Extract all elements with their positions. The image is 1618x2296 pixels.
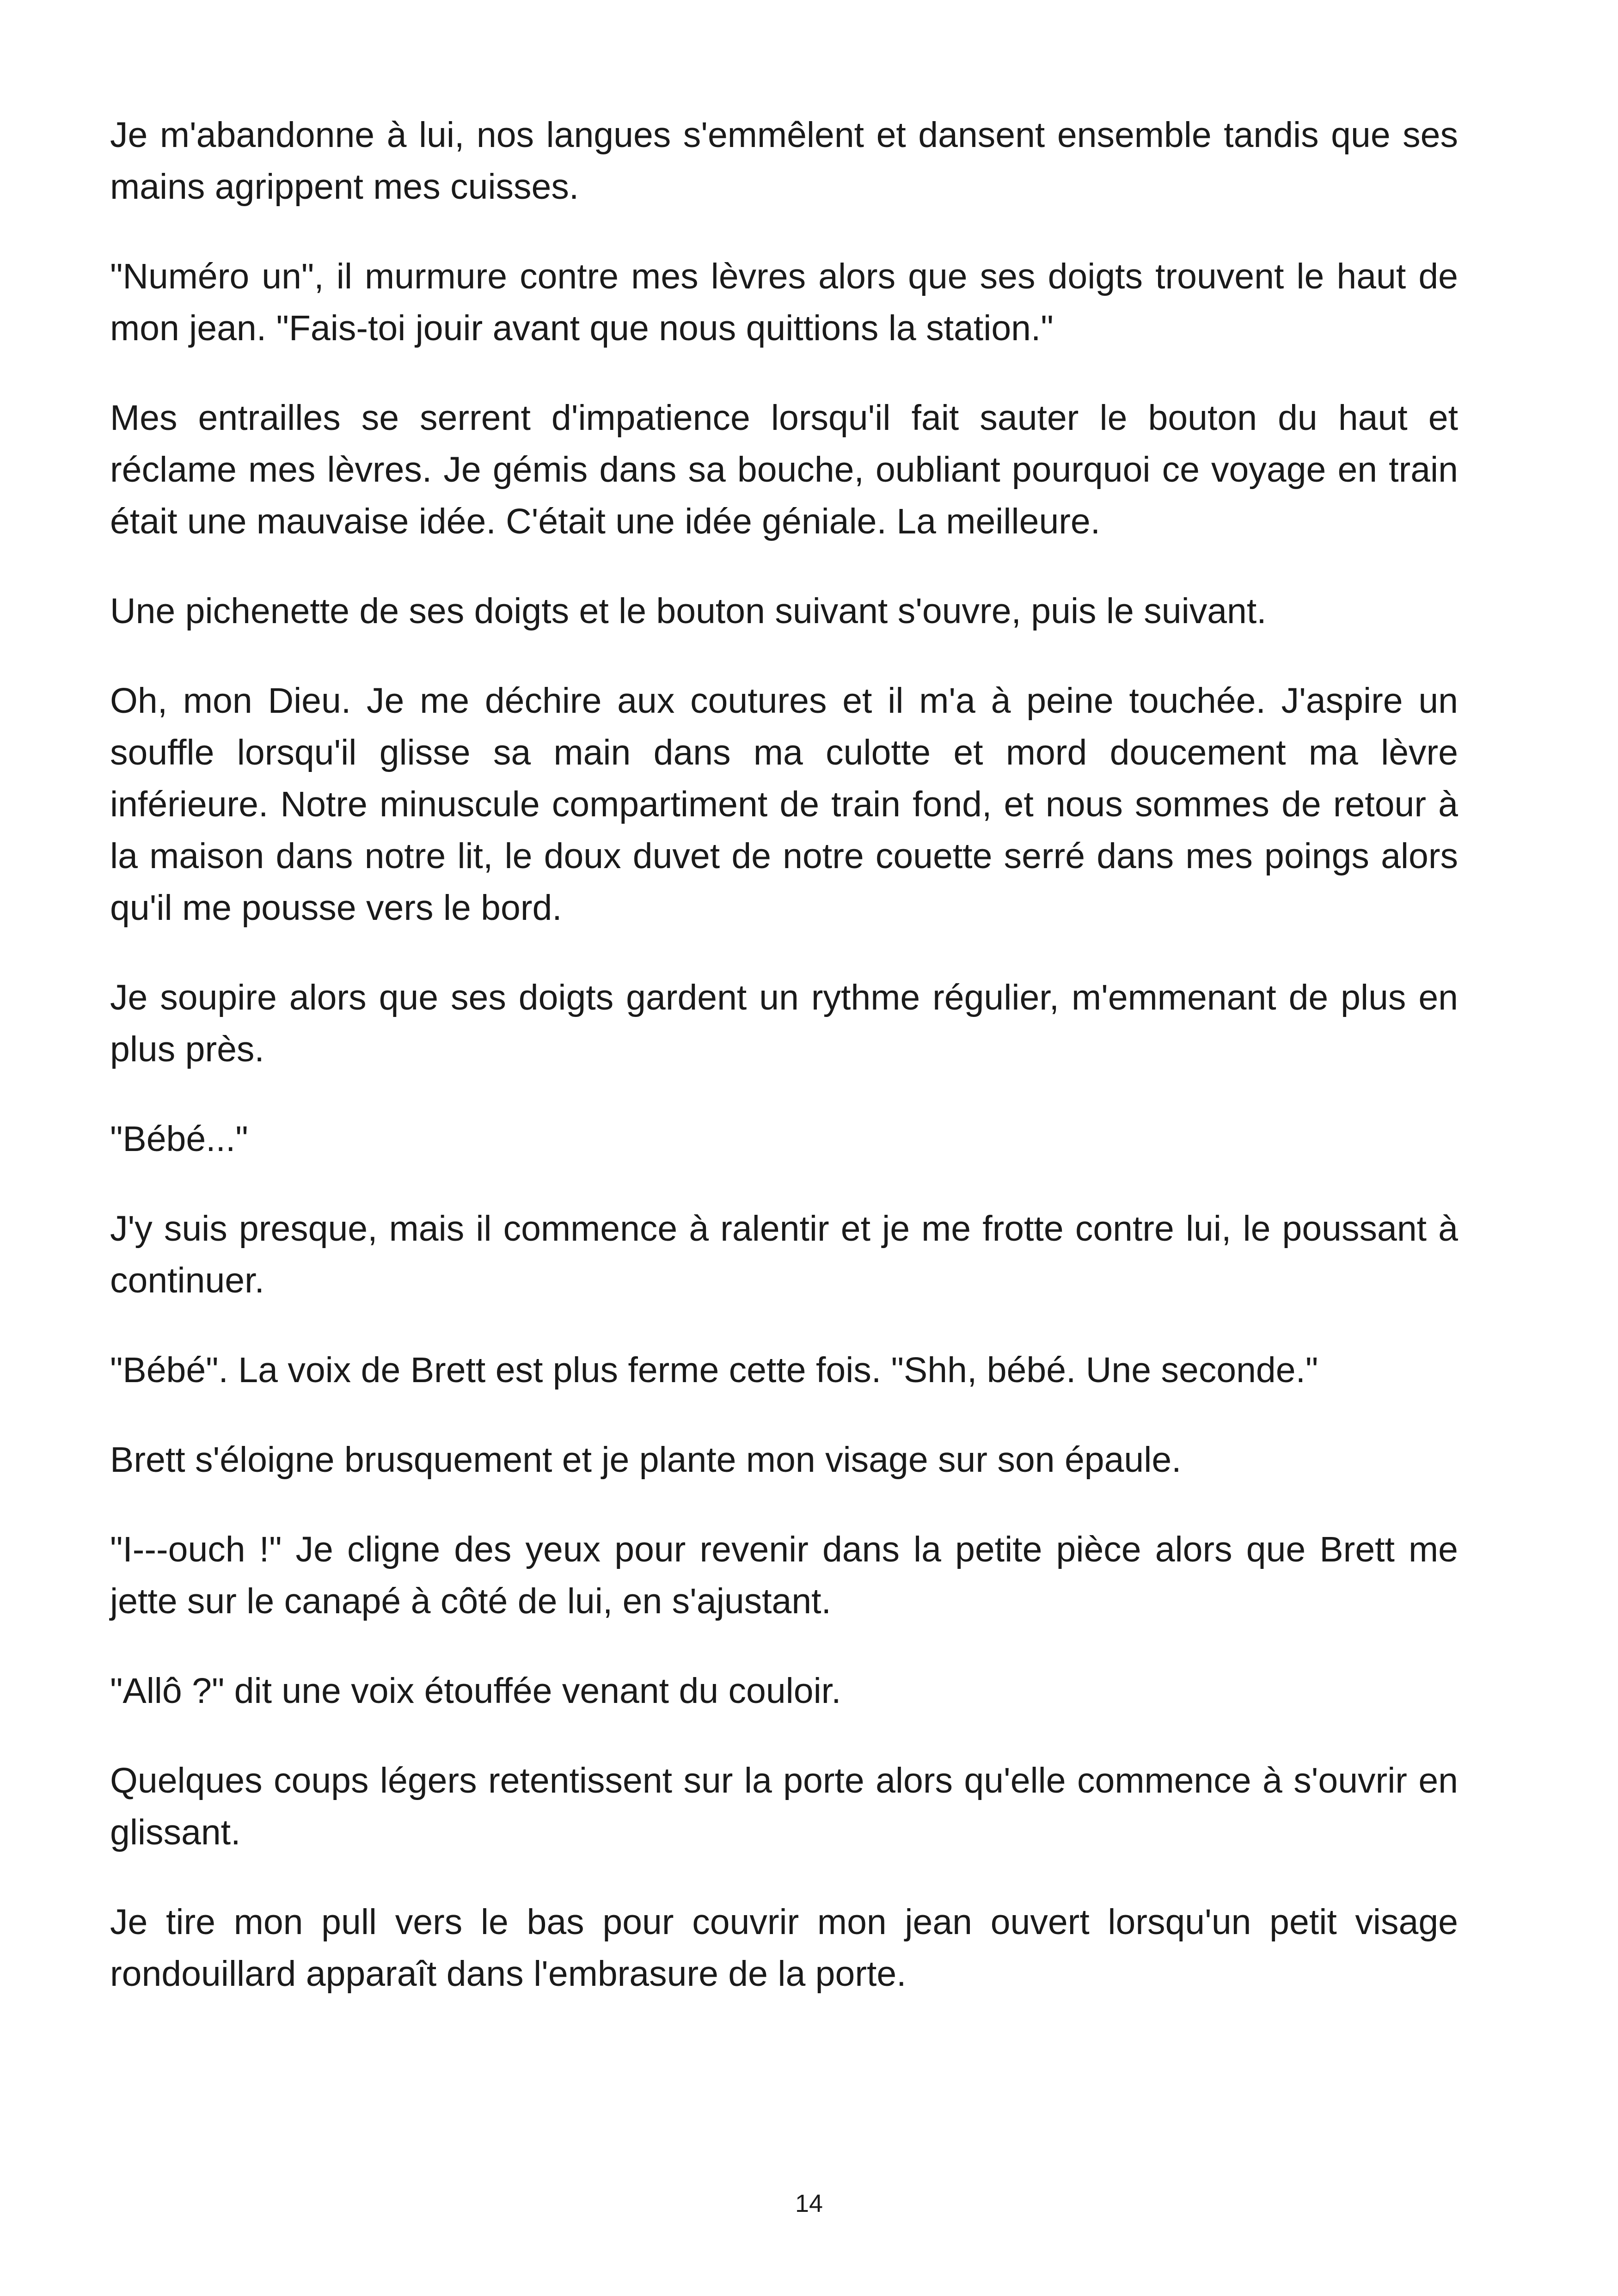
paragraph: "Bébé...": [110, 1119, 248, 1159]
paragraph: Je m'abandonne à lui, nos langues s'emmêlent et dansent ensemble tandis que ses mains agrippent mes cuisses.: [110, 115, 1458, 207]
paragraph: "Numéro un", il murmure contre mes lèvres alors que ses doigts trouvent le haut de mon jean. "Fais-toi jouir avant que nous quittions la station.": [110, 257, 1458, 348]
paragraph: Quelques coups légers retentissent sur la porte alors qu'elle commence à s'ouvrir en glissant.: [110, 1761, 1458, 1852]
paragraph: Je soupire alors que ses doigts gardent un rythme régulier, m'emmenant de plus en plus près.: [110, 978, 1458, 1069]
paragraph: Une pichenette de ses doigts et le bouton suivant s'ouvre, puis le suivant.: [110, 591, 1267, 631]
paragraph: Mes entrailles se serrent d'impatience lorsqu'il fait sauter le bouton du haut et réclame mes lèvres. Je gémis dans sa bouche, oubliant pourquoi ce voyage en train était une mauvaise idée. C'était une idée géniale. La meilleure.: [110, 398, 1458, 541]
page-number: 14: [795, 2190, 823, 2217]
paragraph: "Bébé". La voix de Brett est plus ferme cette fois. "Shh, bébé. Une seconde.": [110, 1350, 1318, 1390]
paragraph: Oh, mon Dieu. Je me déchire aux coutures et il m'a à peine touchée. J'aspire un souffle lorsqu'il glisse sa main dans ma culotte et mord doucement ma lèvre inférieure. Notre minuscule compartiment de train fond, et nous sommes de retour à la maison dans notre lit, le doux duvet de notre couette serré dans mes poings alors qu'il me pousse vers le bord.: [110, 681, 1458, 928]
paragraph: Brett s'éloigne brusquement et je plante mon visage sur son épaule.: [110, 1440, 1182, 1480]
paragraph: Je tire mon pull vers le bas pour couvrir mon jean ouvert lorsqu'un petit visage rondouillard apparaît dans l'embrasure de la porte.: [110, 1902, 1458, 1994]
paragraph: "Allô ?" dit une voix étouffée venant du couloir.: [110, 1671, 841, 1711]
body-text: [110, 109, 1458, 2038]
paragraph: J'y suis presque, mais il commence à ralentir et je me frotte contre lui, le poussant à continuer.: [110, 1209, 1458, 1300]
paragraph: "I---ouch !" Je cligne des yeux pour revenir dans la petite pièce alors que Brett me jette sur le canapé à côté de lui, en s'ajustant.: [110, 1530, 1458, 1621]
